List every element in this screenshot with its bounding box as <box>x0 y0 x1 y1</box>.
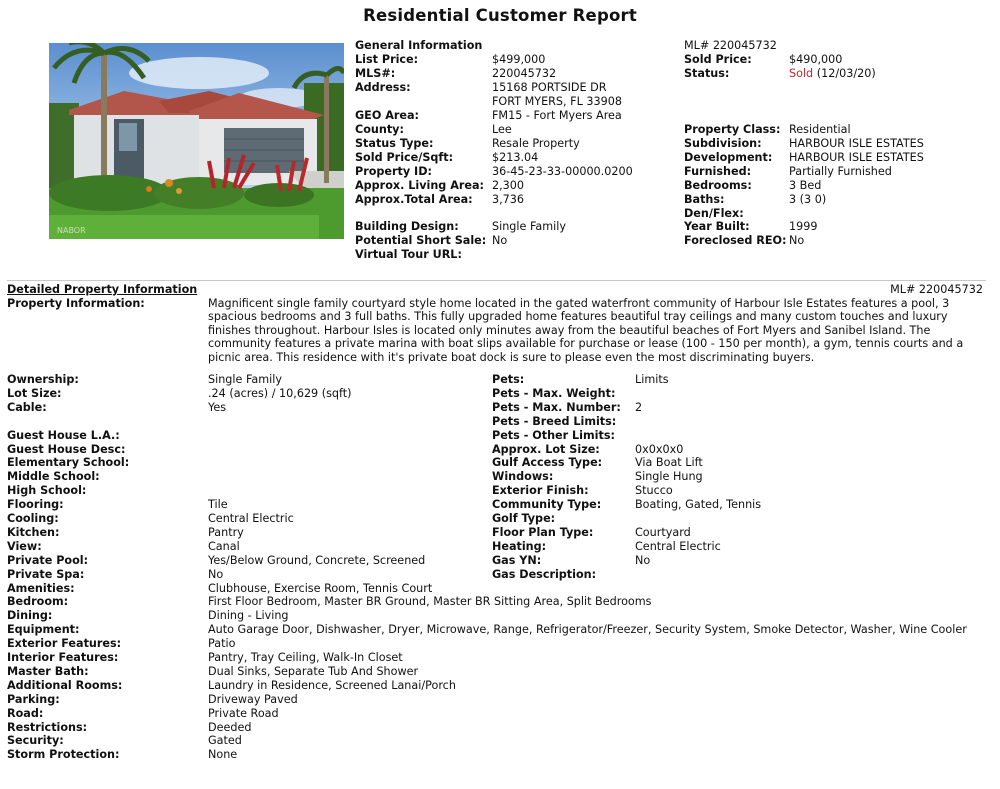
address-line1: 15168 PORTSIDE DR <box>492 81 607 94</box>
sold-price-value: $490,000 <box>789 53 843 66</box>
cooling-label: Cooling: <box>7 512 59 525</box>
restrictions-label: Restrictions: <box>7 721 88 734</box>
subdivision-value: HARBOUR ISLE ESTATES <box>789 137 924 150</box>
cable-value: Yes <box>208 401 227 414</box>
status-type-value: Resale Property <box>492 137 580 150</box>
den-flex-label: Den/Flex: <box>684 207 744 220</box>
short-sale-label: Potential Short Sale: <box>355 234 487 247</box>
baths-label: Baths: <box>684 193 725 206</box>
property-class-label: Property Class: <box>684 123 781 136</box>
kitchen-label: Kitchen: <box>7 526 60 539</box>
bedrooms-label: Bedrooms: <box>684 179 752 192</box>
guest-house-desc-label: Guest House Desc: <box>7 443 126 456</box>
bedroom-label: Bedroom: <box>7 595 69 608</box>
community-type-value: Boating, Gated, Tennis <box>635 498 762 511</box>
kitchen-value: Pantry <box>208 526 244 539</box>
watermark-text: NABOR <box>57 226 86 235</box>
sold-price-label: Sold Price: <box>684 53 752 66</box>
detailed-ml-number: ML# 220045732 <box>890 283 983 296</box>
house-photo-icon <box>49 43 344 239</box>
gas-description-label: Gas Description: <box>492 568 597 581</box>
view-value: Canal <box>208 540 240 553</box>
mls-label: MLS#: <box>355 67 396 80</box>
geo-area-value: FM15 - Fort Myers Area <box>492 109 622 122</box>
furnished-value: Partially Furnished <box>789 165 892 178</box>
security-value: Gated <box>208 734 242 747</box>
property-description: Magnificent single family courtyard style home located in the gated waterfront community of Harbour Isle Estates features a pool, 3 spacious bedrooms and 3 full baths. This fully upgraded home features beautiful tray ceilings and many custom touches and luxury finishes throughout. Harbour Isles is located only minutes away from the beautiful beaches of Fort Myers and Sanibel Island. The community features a private marina with boat slips available for purchase or lease (100 - 150 per month), a gym, tennis courts and a picnic area. This residence with it's private boat dock is sure to please even the most discriminating buyers. <box>208 297 964 364</box>
restrictions-value: Deeded <box>208 721 252 734</box>
equipment-label: Equipment: <box>7 623 80 636</box>
additional-rooms-value: Laundry in Residence, Screened Lanai/Porch <box>208 679 456 692</box>
storm-protection-value: None <box>208 748 238 761</box>
exterior-finish-label: Exterior Finish: <box>492 484 589 497</box>
status-sold-text: Sold <box>789 67 814 80</box>
pets-other-limits-label: Pets - Other Limits: <box>492 429 615 442</box>
pets-max-number-value: 2 <box>635 401 643 414</box>
year-built-label: Year Built: <box>684 220 750 233</box>
golf-type-label: Golf Type: <box>492 512 556 525</box>
total-area-value: 3,736 <box>492 193 525 206</box>
road-label: Road: <box>7 707 44 720</box>
dining-label: Dining: <box>7 609 53 622</box>
ownership-value: Single Family <box>208 373 282 386</box>
building-design-label: Building Design: <box>355 220 459 233</box>
sold-price-sqft-value: $213.04 <box>492 151 539 164</box>
virtual-tour-label: Virtual Tour URL: <box>355 248 462 261</box>
living-area-label: Approx. Living Area: <box>355 179 484 192</box>
status-date-text: (12/03/20) <box>813 67 876 80</box>
bedrooms-value: 3 Bed <box>789 179 822 192</box>
gulf-access-type-value: Via Boat Lift <box>635 456 703 469</box>
flooring-value: Tile <box>208 498 228 511</box>
short-sale-value: No <box>492 234 508 247</box>
storm-protection-label: Storm Protection: <box>7 748 120 761</box>
floor-plan-type-value: Courtyard <box>635 526 691 539</box>
address-label: Address: <box>355 81 411 94</box>
parking-value: Driveway Paved <box>208 693 298 706</box>
parking-label: Parking: <box>7 693 60 706</box>
subdivision-label: Subdivision: <box>684 137 762 150</box>
lot-size-label: Lot Size: <box>7 387 62 400</box>
detailed-info-title: Detailed Property Information <box>7 283 198 296</box>
development-value: HARBOUR ISLE ESTATES <box>789 151 924 164</box>
property-information-label: Property Information: <box>7 297 145 310</box>
amenities-label: Amenities: <box>7 582 75 595</box>
property-id-value: 36-45-23-33-00000.0200 <box>492 165 633 178</box>
high-school-label: High School: <box>7 484 87 497</box>
exterior-finish-value: Stucco <box>635 484 673 497</box>
status-value <box>789 67 876 80</box>
foreclosed-label: Foreclosed REO: <box>684 234 787 247</box>
approx-lot-size-value: 0x0x0x0 <box>635 443 684 456</box>
exterior-features-value: Patio <box>208 637 236 650</box>
pets-breed-limits-label: Pets - Breed Limits: <box>492 415 617 428</box>
view-label: View: <box>7 540 42 553</box>
gas-yn-value: No <box>635 554 651 567</box>
list-price-label: List Price: <box>355 53 419 66</box>
geo-area-label: GEO Area: <box>355 109 420 122</box>
equipment-value: Auto Garage Door, Dishwasher, Dryer, Microwave, Range, Refrigerator/Freezer, Security System, Smoke Detector, Washer, Wine Cooler <box>208 623 967 636</box>
interior-features-label: Interior Features: <box>7 651 119 664</box>
amenities-value: Clubhouse, Exercise Room, Tennis Court <box>208 582 433 595</box>
ml-number-header: ML# 220045732 <box>684 39 777 52</box>
middle-school-label: Middle School: <box>7 470 100 483</box>
community-type-label: Community Type: <box>492 498 602 511</box>
furnished-label: Furnished: <box>684 165 752 178</box>
status-type-label: Status Type: <box>355 137 434 150</box>
approx-lot-size-label: Approx. Lot Size: <box>492 443 600 456</box>
baths-value: 3 (3 0) <box>789 193 827 206</box>
property-id-label: Property ID: <box>355 165 432 178</box>
guest-house-l-a-label: Guest House L.A.: <box>7 429 120 442</box>
county-value: Lee <box>492 123 512 136</box>
mls-value: 220045732 <box>492 67 557 80</box>
windows-label: Windows: <box>492 470 554 483</box>
list-price-value: $499,000 <box>492 53 546 66</box>
private-pool-value: Yes/Below Ground, Concrete, Screened <box>208 554 426 567</box>
general-info-heading: General Information <box>355 39 483 52</box>
dining-value: Dining - Living <box>208 609 289 622</box>
total-area-label: Approx.Total Area: <box>355 193 473 206</box>
pets-value: Limits <box>635 373 669 386</box>
master-bath-value: Dual Sinks, Separate Tub And Shower <box>208 665 419 678</box>
year-built-value: 1999 <box>789 220 818 233</box>
pets-max-number-label: Pets - Max. Number: <box>492 401 621 414</box>
foreclosed-value: No <box>789 234 805 247</box>
ownership-label: Ownership: <box>7 373 79 386</box>
master-bath-label: Master Bath: <box>7 665 89 678</box>
floor-plan-type-label: Floor Plan Type: <box>492 526 594 539</box>
interior-features-value: Pantry, Tray Ceiling, Walk-In Closet <box>208 651 403 664</box>
additional-rooms-label: Additional Rooms: <box>7 679 123 692</box>
flooring-label: Flooring: <box>7 498 64 511</box>
cable-label: Cable: <box>7 401 47 414</box>
cooling-value: Central Electric <box>208 512 294 525</box>
private-spa-value: No <box>208 568 224 581</box>
private-spa-label: Private Spa: <box>7 568 85 581</box>
building-design-value: Single Family <box>492 220 566 233</box>
development-label: Development: <box>684 151 773 164</box>
gas-yn-label: Gas YN: <box>492 554 542 567</box>
security-label: Security: <box>7 734 64 747</box>
private-pool-label: Private Pool: <box>7 554 89 567</box>
gulf-access-type-label: Gulf Access Type: <box>492 456 603 469</box>
lot-size-value: .24 (acres) / 10,629 (sqft) <box>208 387 352 400</box>
status-label: Status: <box>684 67 730 80</box>
property-class-value: Residential <box>789 123 851 136</box>
pets-max-weight-label: Pets - Max. Weight: <box>492 387 616 400</box>
pets-label: Pets: <box>492 373 525 386</box>
windows-value: Single Hung <box>635 470 703 483</box>
address-line2: FORT MYERS, FL 33908 <box>492 95 622 108</box>
county-label: County: <box>355 123 404 136</box>
sold-price-sqft-label: Sold Price/Sqft: <box>355 151 454 164</box>
road-value: Private Road <box>208 707 279 720</box>
elementary-school-label: Elementary School: <box>7 456 130 469</box>
property-photo <box>49 43 344 239</box>
exterior-features-label: Exterior Features: <box>7 637 122 650</box>
bedroom-value: First Floor Bedroom, Master BR Ground, Master BR Sitting Area, Split Bedrooms <box>208 595 652 608</box>
section-divider <box>7 280 986 281</box>
report-title: Residential Customer Report <box>363 6 637 25</box>
living-area-value: 2,300 <box>492 179 525 192</box>
heating-value: Central Electric <box>635 540 721 553</box>
heating-label: Heating: <box>492 540 547 553</box>
